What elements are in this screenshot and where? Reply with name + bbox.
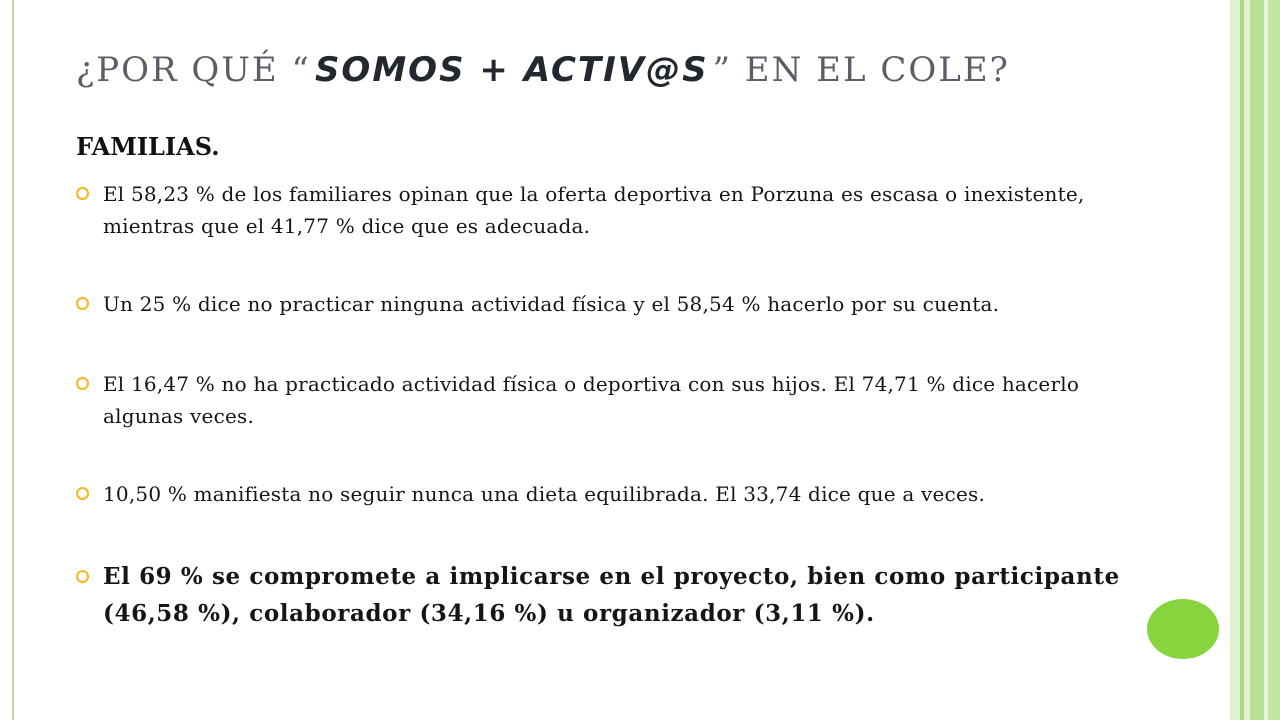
ring-bullet-icon (76, 377, 89, 390)
ring-bullet-icon (76, 487, 89, 500)
title-prefix: ¿POR QUÉ “ (76, 50, 311, 90)
slide-title (76, 50, 1010, 90)
bullet-text: Un 25 % dice no practicar ninguna actividad física y el 58,54 % hacerlo por su cuenta. (103, 292, 1000, 316)
right-decorative-stripes (1230, 0, 1280, 720)
bullet-item (76, 288, 1156, 320)
left-border-line (12, 0, 14, 720)
stripe-band-5 (1268, 0, 1280, 720)
stripe-band-3 (1250, 0, 1264, 720)
title-brand: SOMOS + ACTIV@S (314, 50, 709, 90)
ring-bullet-icon (76, 297, 89, 310)
section-heading: FAMILIAS. (76, 132, 220, 161)
bullet-text: El 69 % se compromete a implicarse en el proyecto, bien como participante (46,58 %), colaborador (34,16 %) u organizador (3,11 %). (103, 563, 1120, 627)
bullet-text: 10,50 % manifiesta no seguir nunca una dieta equilibrada. El 33,74 dice que a veces. (103, 482, 986, 506)
stripe-outer (1230, 0, 1240, 720)
bullet-item (76, 478, 1156, 510)
green-circle-decoration (1147, 599, 1219, 659)
bullet-item (76, 178, 1156, 242)
title-suffix: ” EN EL COLE? (712, 50, 1010, 90)
ring-bullet-icon (76, 570, 89, 583)
bullet-text: El 58,23 % de los familiares opinan que la oferta deportiva en Porzuna es escasa o inexistente, mientras que el 41,77 % dice que es adecuada. (103, 182, 1085, 238)
bullet-text: El 16,47 % no ha practicado actividad física o deportiva con sus hijos. El 74,71 % dice hacerlo algunas veces. (103, 372, 1080, 428)
bullet-item (76, 368, 1156, 432)
ring-bullet-icon (76, 187, 89, 200)
bullet-item-emphasis (76, 558, 1156, 632)
